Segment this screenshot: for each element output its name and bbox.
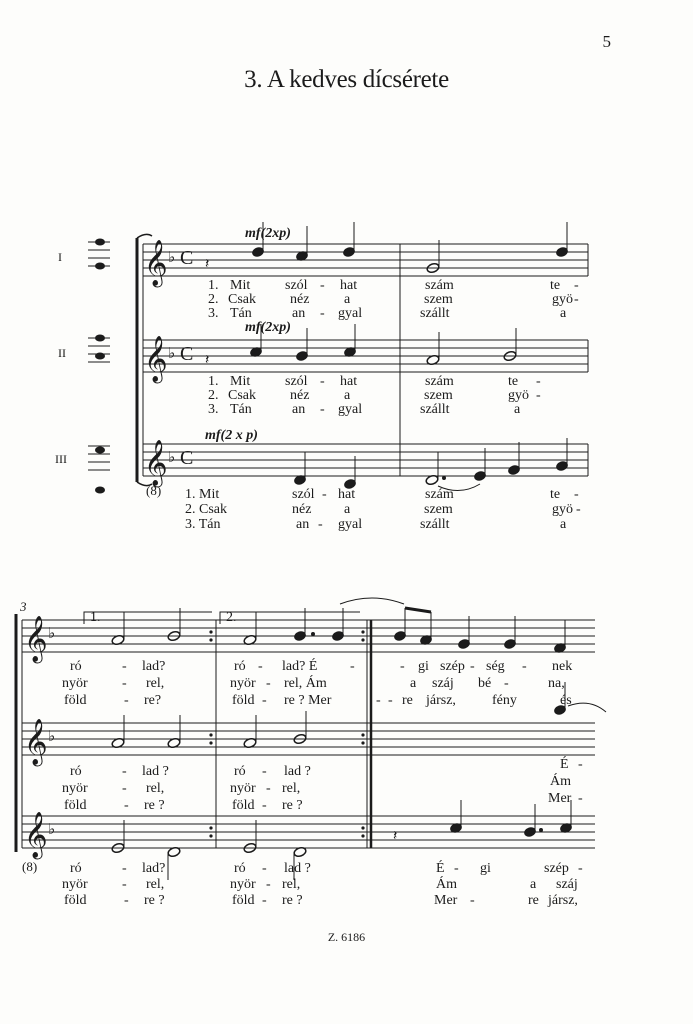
- lyric: nyör: [62, 676, 88, 691]
- lyric: re ? Mer: [284, 693, 332, 708]
- lyric: -: [262, 893, 267, 908]
- lyric: szem: [424, 388, 453, 403]
- lyric: -: [320, 278, 325, 293]
- lyric: 1.: [208, 278, 219, 293]
- piece-title: 3. A kedves dícsérete: [244, 66, 449, 93]
- lyric: re ?: [282, 798, 303, 813]
- lyric: lad ?: [284, 861, 311, 876]
- lyric: rel,: [282, 781, 301, 796]
- lyric: szám: [425, 374, 454, 389]
- lyric: -: [574, 487, 579, 502]
- lyric: 3. Tán: [185, 517, 221, 532]
- lyric: re ?: [144, 893, 165, 908]
- lyric: hat: [340, 374, 358, 389]
- staff-s1-v2: [143, 340, 588, 372]
- lyric: -: [578, 757, 583, 772]
- svg-text:𝄞: 𝄞: [144, 336, 168, 382]
- lyric: -: [536, 388, 541, 403]
- lyric: nyör: [230, 781, 256, 796]
- lyric: Mer: [548, 791, 572, 806]
- lyric: néz: [290, 292, 310, 307]
- lyric: nek: [552, 659, 573, 674]
- lyric: -: [266, 676, 271, 691]
- lyric: -: [576, 502, 581, 517]
- lyric: -: [574, 278, 579, 293]
- lyric: jársz,: [426, 693, 456, 708]
- lyric: a: [560, 517, 567, 532]
- lyric: szem: [424, 502, 453, 517]
- lyric: -: [124, 893, 129, 908]
- lyric: -: [122, 861, 127, 876]
- lyric: hat: [338, 487, 356, 502]
- lyric: szem: [424, 292, 453, 307]
- lyric: lad?: [142, 861, 166, 876]
- lyric: gyal: [338, 402, 363, 417]
- lyric: szól: [285, 374, 308, 389]
- staff-s2-v2: [22, 723, 595, 755]
- dynamic-s1-v1: mf(2xp): [245, 226, 291, 241]
- lyric: Csak: [228, 388, 256, 403]
- lyric: nyör: [62, 781, 88, 796]
- svg-text:♭: ♭: [168, 448, 176, 466]
- lyric: -: [262, 798, 267, 813]
- lyric: szól: [292, 487, 315, 502]
- lyric: rel, Ám: [284, 676, 327, 691]
- measure-number: 3: [20, 599, 27, 614]
- lyric: föld: [232, 798, 255, 813]
- lyric: 2.: [208, 292, 219, 307]
- lyric: -: [470, 659, 475, 674]
- lyric: Tán: [230, 306, 252, 321]
- lyric: -: [124, 693, 129, 708]
- lyric: lad ?: [142, 764, 169, 779]
- lyric: ség: [486, 659, 505, 674]
- lyric: föld: [64, 693, 87, 708]
- lyric: gi: [418, 659, 429, 674]
- lyric: -: [522, 659, 527, 674]
- lyric: hat: [340, 278, 358, 293]
- lyric: nyör: [62, 877, 88, 892]
- lyric: gyal: [338, 517, 363, 532]
- lyric: ró: [234, 861, 246, 876]
- catalog-number: Z. 6186: [327, 930, 366, 944]
- lyric: ró: [234, 659, 246, 674]
- lyric: -: [262, 861, 267, 876]
- svg-text:𝄽: 𝄽: [393, 829, 398, 844]
- lyric: re?: [144, 693, 162, 708]
- page-number: 5: [602, 32, 611, 51]
- lyric: na,: [548, 676, 565, 691]
- lyric: rel,: [282, 877, 301, 892]
- lyric: Mit: [230, 374, 251, 389]
- lyric: -: [320, 374, 325, 389]
- svg-text:C: C: [180, 447, 194, 469]
- lyric: szállt: [420, 402, 450, 417]
- lyric: jársz,: [548, 893, 578, 908]
- lyric: lad?: [142, 659, 166, 674]
- lyric: föld: [64, 893, 87, 908]
- lyric: lad ?: [284, 764, 311, 779]
- lyric: szép: [440, 659, 465, 674]
- lyric: -: [320, 306, 325, 321]
- lyric: ró: [70, 764, 82, 779]
- lyric: szállt: [420, 306, 450, 321]
- lyric: a: [530, 877, 537, 892]
- lyric: szám: [425, 278, 454, 293]
- lyric: -: [536, 374, 541, 389]
- lyric: an: [296, 517, 310, 532]
- lyric: -: [266, 877, 271, 892]
- lyric: -: [122, 676, 127, 691]
- lyric: föld: [232, 893, 255, 908]
- lyric: 1.: [208, 374, 219, 389]
- lyric: te: [508, 374, 519, 389]
- lyric: ró: [70, 861, 82, 876]
- lyric: te: [550, 278, 561, 293]
- lyric: gyö: [508, 388, 529, 403]
- lyric: -: [400, 659, 405, 674]
- lyric: nyör: [230, 676, 256, 691]
- lyric: szám: [425, 487, 454, 502]
- lyric: száj: [556, 877, 578, 892]
- lyric: -: [124, 798, 129, 813]
- lyric: szállt: [420, 517, 450, 532]
- svg-text:𝄞: 𝄞: [24, 616, 48, 662]
- lyric: -: [320, 402, 325, 417]
- svg-text:𝄞: 𝄞: [144, 240, 168, 286]
- lyric: ró: [234, 764, 246, 779]
- lyric: -: [470, 893, 475, 908]
- dynamic-s1-v3: mf(2 x p): [205, 428, 258, 443]
- voice-label-1: I: [58, 250, 62, 264]
- lyric: szép: [544, 861, 569, 876]
- lyric: -: [258, 659, 263, 674]
- volta-1: 1.: [90, 610, 101, 625]
- lyric: szól: [285, 278, 308, 293]
- lyric: lad? É: [282, 659, 318, 674]
- svg-text:♭: ♭: [48, 624, 56, 642]
- lyric: Mit: [230, 278, 251, 293]
- lyric: -: [504, 676, 509, 691]
- staff-s2-v3: [22, 816, 595, 848]
- staff-s1-v1: [143, 244, 588, 276]
- svg-text:♭: ♭: [168, 344, 176, 362]
- lyric: re: [402, 693, 413, 708]
- voice-label-2: II: [58, 346, 66, 360]
- lyric: -: [388, 693, 393, 708]
- lyric: gyal: [338, 306, 363, 321]
- volta-2: 2.: [226, 610, 237, 625]
- lyric: re: [528, 893, 539, 908]
- svg-text:♭: ♭: [48, 727, 56, 745]
- svg-text:𝄽: 𝄽: [205, 353, 210, 368]
- lyric: -: [578, 791, 583, 806]
- lyric: Mer: [434, 893, 458, 908]
- lyric: és: [560, 693, 572, 708]
- lyric: É: [560, 757, 569, 772]
- lyric: néz: [290, 388, 310, 403]
- voice-label-3: III: [55, 452, 67, 466]
- lyric: 1. Mit: [185, 487, 220, 502]
- lyric: száj: [432, 676, 454, 691]
- lyric: Ám: [550, 774, 571, 789]
- svg-text:𝄽: 𝄽: [205, 257, 210, 272]
- svg-text:C: C: [180, 343, 194, 365]
- lyric: rel,: [146, 877, 165, 892]
- svg-text:𝄞: 𝄞: [24, 812, 48, 858]
- svg-text:𝄞: 𝄞: [144, 440, 168, 486]
- lyric: Tán: [230, 402, 252, 417]
- lyric: Ám: [436, 877, 457, 892]
- lyric: a: [560, 306, 567, 321]
- lyric: föld: [232, 693, 255, 708]
- lyric: gi: [480, 861, 491, 876]
- lyric: -: [350, 659, 355, 674]
- lyric: -: [454, 861, 459, 876]
- lyric: fény: [492, 693, 517, 708]
- lyric: 2.: [208, 388, 219, 403]
- lyric: -: [122, 877, 127, 892]
- lyric: 3.: [208, 306, 219, 321]
- svg-text:𝄞: 𝄞: [24, 719, 48, 765]
- dynamic-s1-v2: mf(2xp): [245, 320, 291, 335]
- lyric: -: [266, 781, 271, 796]
- lyric: rel,: [146, 676, 165, 691]
- lyric: É: [436, 861, 445, 876]
- lyric: a: [514, 402, 521, 417]
- lyric: te: [550, 487, 561, 502]
- lyric: -: [122, 659, 127, 674]
- lyric: Csak: [228, 292, 256, 307]
- octave-marking-s2: (8): [22, 859, 38, 874]
- lyric: bé: [478, 676, 492, 691]
- lyric: -: [578, 861, 583, 876]
- lyric: -: [262, 693, 267, 708]
- lyric: 3.: [208, 402, 219, 417]
- lyric: -: [122, 781, 127, 796]
- staff-s1-v3: [143, 444, 588, 476]
- lyric: a: [344, 502, 351, 517]
- lyric: a: [344, 388, 351, 403]
- octave-marking-s1: (8): [146, 483, 162, 498]
- lyric: néz: [292, 502, 312, 517]
- lyric: -: [574, 292, 579, 307]
- lyric: -: [376, 693, 381, 708]
- lyric: a: [410, 676, 417, 691]
- lyric: re ?: [282, 893, 303, 908]
- lyric: -: [122, 764, 127, 779]
- lyric: ró: [70, 659, 82, 674]
- lyric: an: [292, 306, 306, 321]
- lyric: föld: [64, 798, 87, 813]
- lyric: rel,: [146, 781, 165, 796]
- lyric: gyö: [552, 292, 573, 307]
- lyric: re ?: [144, 798, 165, 813]
- svg-text:♭: ♭: [168, 248, 176, 266]
- lyric: -: [262, 764, 267, 779]
- lyric: nyör: [230, 877, 256, 892]
- svg-text:♭: ♭: [48, 820, 56, 838]
- lyric: -: [318, 517, 323, 532]
- lyric: 2. Csak: [185, 502, 227, 517]
- lyric: -: [322, 487, 327, 502]
- svg-text:C: C: [180, 247, 194, 269]
- lyric: an: [292, 402, 306, 417]
- lyric: a: [344, 292, 351, 307]
- lyric: gyö: [552, 502, 573, 517]
